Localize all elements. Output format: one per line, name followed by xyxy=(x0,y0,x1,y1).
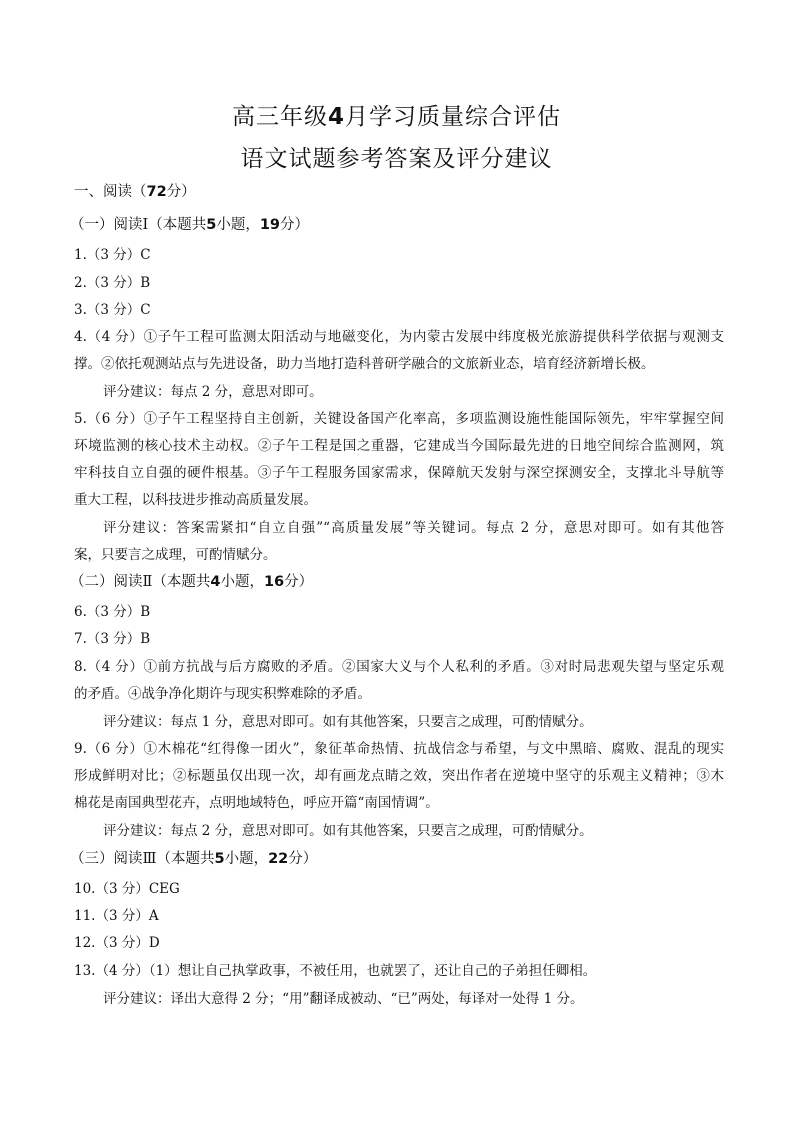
answer-q4-line: 撑。②依托观测站点与先进设备，助力当地打造科普研学融合的文旅新业态，培育经济新增长极。 xyxy=(74,356,655,372)
answer-q11: 11.（3 分）A xyxy=(74,908,159,924)
scoring-note-q4: 评分建议：每点 2 分，意思对即可。 xyxy=(103,384,323,400)
answer-q5-line: 环境监测的核心技术主动权。②子午工程是国之重器，它建成当今国际最先进的日地空间综合监测网，筑 xyxy=(74,438,724,454)
answer-q9-line: 棉花是南国典型花卉，点明地域特色，呼应开篇“南国情调”。 xyxy=(74,795,439,811)
document-subtitle: 语文试题参考答案及评分建议 xyxy=(240,146,553,172)
part-heading-reading-2: （二）阅读Ⅱ（本题共4小题，16分） xyxy=(70,574,314,590)
answer-q4-line: 4.（4 分）①子午工程可监测太阳活动与地磁变化，为内蒙古发展中纬度极光旅游提供科学依据与观测支 xyxy=(74,329,724,345)
answer-q8-line: 8.（4 分）①前方抗战与后方腐败的矛盾。②国家大义与个人私利的矛盾。③对时局悲观失望与坚定乐观 xyxy=(74,659,724,675)
answer-q5-line: 重大工程，以科技进步推动高质量发展。 xyxy=(74,492,317,508)
answer-q8-line: 的矛盾。④战争净化期许与现实积弊难除的矛盾。 xyxy=(74,686,371,702)
answer-q13-line: 13.（4 分）（1）想让自己执掌政事，不被任用，也就罢了，还让自己的子弟担任卿相。 xyxy=(74,963,597,979)
answer-q9-line: 形成鲜明对比；②标题虽仅出现一次，却有画龙点睛之效，突出作者在逆境中坚守的乐观主义精神；③木 xyxy=(74,768,724,784)
answer-q10: 10.（3 分）CEG xyxy=(74,881,180,897)
answer-q2: 2.（3 分）B xyxy=(74,275,151,291)
title-part: 高三年级 xyxy=(231,104,328,130)
scoring-note-q8: 评分建议：每点 1 分，意思对即可。如有其他答案，只要言之成理，可酌情赋分。 xyxy=(103,714,593,730)
answer-q3: 3.（3 分）C xyxy=(74,302,151,318)
answer-q6: 6.（3 分）B xyxy=(74,604,151,620)
answer-q5-line: 牢科技自立自强的硬件根基。③子午工程服务国家需求，保障航天发射与深空探测安全，支撑北斗导航等 xyxy=(74,465,724,481)
scoring-note-q5: 评分建议：答案需紧扣“自立自强”“高质量发展”等关键词。每点 2 分，意思对即可。如有其他答 xyxy=(103,520,724,536)
part-heading-reading-3: （三）阅读Ⅲ（本题共5小题，22分） xyxy=(70,851,318,867)
answer-q1: 1.（3 分）C xyxy=(74,247,151,263)
answer-q5-line: 5.（6 分）①子午工程坚持自主创新，关键设备国产化率高，多项监测设施性能国际领先，牢牢掌握空间 xyxy=(74,411,724,427)
answer-q7: 7.（3 分）B xyxy=(74,631,151,647)
scoring-note-q13: 评分建议：译出大意得 2 分；“用”翻译成被动、“已”两处，每译对一处得 1 分。 xyxy=(103,991,584,1007)
document-title xyxy=(0,98,793,131)
title-number: 4 xyxy=(327,104,345,130)
section-heading-reading: 一、阅读（72分） xyxy=(74,184,196,200)
scoring-note-q5: 案，只要言之成理，可酌情赋分。 xyxy=(74,547,277,563)
scoring-note-q9: 评分建议：每点 2 分，意思对即可。如有其他答案，只要言之成理，可酌情赋分。 xyxy=(103,823,593,839)
answer-q12: 12.（3 分）D xyxy=(74,935,160,951)
answer-q9-line: 9.（6 分）①木棉花“红得像一团火”，象征革命热情、抗战信念与希望，与文中黑暗、腐败、混乱的现实 xyxy=(74,741,724,757)
part-heading-reading-1: （一）阅读Ⅰ（本题共5小题，19分） xyxy=(70,217,310,233)
title-part: 月学习质量综合评估 xyxy=(345,104,561,130)
